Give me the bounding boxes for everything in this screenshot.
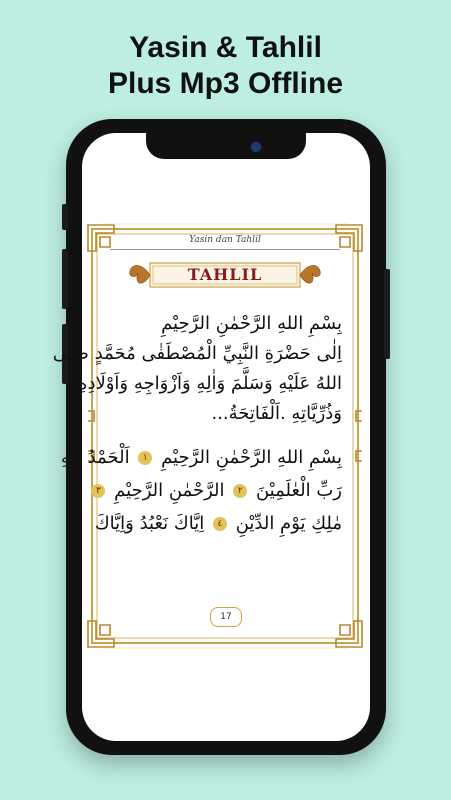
arabic-line (96, 474, 342, 507)
phone-power-button (384, 269, 390, 359)
tahlil-opening-text (52, 309, 342, 429)
arabic-line: وَذُرِّيَّاتِهِ .اَلْفَاتِحَةُ... (211, 403, 342, 424)
phone-notch (146, 133, 306, 159)
arabic-line (60, 441, 342, 474)
title-banner (126, 257, 324, 293)
page-title: TAHLIL (187, 265, 263, 284)
ayah-text: اِيَّاكَ نَعْبُدُ وَاِيَّاكَ (94, 513, 205, 534)
phone-screen (52, 133, 370, 741)
ayah-number-badge: ٤ (213, 517, 227, 531)
header-divider (110, 249, 340, 250)
arabic-line: بِسْمِ اللهِ الرَّحْمٰنِ الرَّحِيْمِ (161, 313, 342, 334)
arabic-line: اللهُ عَلَيْهِ وَسَلَّمَ وَاٰلِهِ وَاَزْوَاجِهِ وَاَوْلَادِهِ (78, 373, 342, 394)
fatiha-text (60, 441, 342, 540)
ayah-text: مٰلِكِ يَوْمِ الدِّيْنِ (235, 513, 342, 534)
phone-mockup (52, 119, 386, 755)
ayah-text: رَبِّ الْعٰلَمِيْنَ (255, 480, 342, 501)
promo-title (0, 30, 451, 102)
ayah-number-badge: ٣ (91, 484, 105, 498)
mushaf-page[interactable] (52, 221, 366, 651)
ayah-text: بِسْمِ اللهِ الرَّحْمٰنِ الرَّحِيْمِ (161, 447, 342, 468)
ayah-number-badge: ٢ (233, 484, 247, 498)
ayah-text: اَلْحَمْدُ لِلّٰهِ (60, 447, 130, 468)
arabic-line: اِلٰى حَضْرَةِ النَّبِيِّ الْمُصْطَفٰى مُحَمَّدٍ صَلَّى (52, 343, 342, 364)
promo-title-line2: Plus Mp3 Offline (107, 67, 344, 100)
phone-volume-up-button (62, 249, 68, 309)
ayah-number-badge: ١ (138, 451, 152, 465)
camera-icon (250, 141, 262, 153)
promo-title-line1: Yasin & Tahlil (129, 31, 322, 64)
arabic-line (94, 507, 342, 540)
page-number: 17 (210, 607, 242, 627)
phone-side-button (62, 204, 68, 230)
running-header: Yasin dan Tahlil (189, 235, 261, 245)
ayah-text: الرَّحْمٰنِ الرَّحِيْمِ (114, 480, 225, 501)
